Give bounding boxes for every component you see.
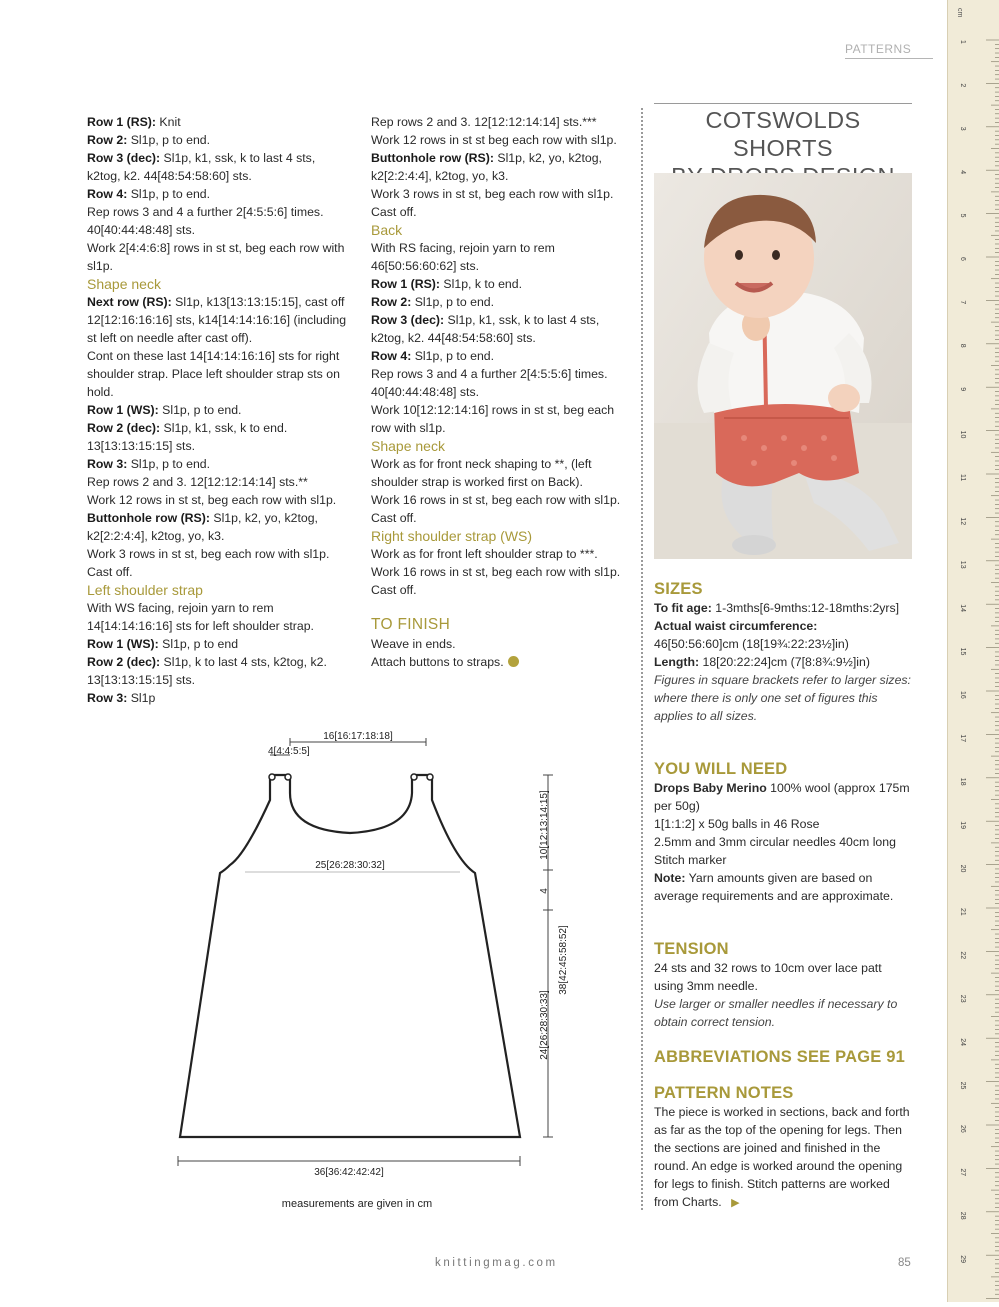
row-text: Knit (156, 115, 181, 129)
ruler-number: 13 (959, 560, 966, 569)
dim-bottom-width: 36[36:42:42:42] (314, 1167, 384, 1178)
tension-heading: TENSION (654, 940, 729, 958)
dim-lower-height: 24[26:28:30:33] (539, 990, 550, 1060)
row-text: Sl1p, p to end (158, 637, 239, 651)
row-label: Row 4: (371, 349, 412, 363)
ruler-number: 26 (959, 1125, 966, 1133)
ruler-number: 8 (959, 343, 966, 348)
row-label: Row 3: (87, 457, 128, 471)
ruler-number: 18 (959, 777, 966, 786)
row-text: Sl1p, k1, ssk, k to last 4 sts, k2tog, k2. 44[48:54:58:60] sts. (371, 313, 600, 345)
sizes-note: Figures in square brackets refer to larger sizes: where there is only one set of figures this applies to all sizes. (654, 673, 911, 723)
pattern-row (87, 689, 352, 707)
pattern-text: Work 12 rows in st st beg each row with sl1p. (371, 133, 617, 147)
row-label: Buttonhole row (RS): (371, 151, 494, 165)
dim-strap-width: 4[4:4:5:5] (268, 746, 310, 757)
length: Length: 18[20:22:24]cm (7[8:8¾:9½]in) (654, 655, 870, 669)
ruler-number: 23 (959, 994, 966, 1003)
pattern-text: Work as for front neck shaping to **, (left shoulder strap is worked first on Back). (371, 457, 592, 489)
pattern-text: Work 16 rows in st st, beg each row with sl1p. (371, 565, 621, 579)
row-label: Row 2 (dec): (87, 655, 161, 669)
section-heading: Right shoulder strap (WS) (371, 528, 533, 544)
row-text: Sl1p, k1, ssk, k to end. 13[13:13:15:15] sts. (87, 421, 288, 453)
ruler-number: 21 (959, 908, 966, 916)
row-text: Sl1p, p to end. (158, 403, 242, 417)
section-heading: Left shoulder strap (87, 582, 203, 598)
button-marker (411, 774, 417, 780)
row-label: Row 4: (87, 187, 128, 201)
ruler-unit: cm (956, 8, 963, 18)
row-text: Sl1p, k13[13:13:15:15], cast off 12[12:16:16:16] sts, k14[14:14:16:16] (including st left on needle after cast off). (87, 295, 347, 345)
need-section (654, 759, 914, 905)
abbreviations-section (654, 1047, 914, 1067)
ruler-number: 19 (959, 821, 966, 829)
need-heading: YOU WILL NEED (654, 760, 788, 778)
row-text: Sl1p, k1, ssk, k to last 4 sts, k2tog, k2. 44[48:54:58:60] sts. (87, 151, 316, 183)
garment-diagram (150, 725, 590, 1225)
pattern-row (371, 293, 633, 311)
ruler-number: 10 (959, 430, 966, 439)
row-text: Sl1p, k2, yo, k2tog, k2[2:2:4:4], k2tog, yo, k3. (371, 151, 602, 183)
row-label: Row 2: (371, 295, 412, 309)
pattern-text: Work 12 rows in st st, beg each row with sl1p. (87, 493, 337, 507)
pattern-text: Rep rows 2 and 3. 12[12:12:14:14] sts.*** (371, 115, 597, 129)
dim-strap-height: 10[12:13:14:15] (539, 790, 550, 860)
waist-label: Actual waist circumference: (654, 619, 818, 633)
section-heading: Back (371, 222, 403, 238)
pattern-row (87, 401, 352, 419)
pattern-text: Rep rows 3 and 4 a further 2[4:5:5:6] times. 40[40:44:48:48] sts. (87, 205, 324, 237)
finish-heading: TO FINISH (371, 616, 451, 633)
row-text: Sl1p, k2, yo, k2tog, k2[2:2:4:4], k2tog, yo, k3. (87, 511, 318, 543)
pattern-text: Rep rows 3 and 4 a further 2[4:5:5:6] times. 40[40:44:48:48] sts. (371, 367, 608, 399)
diagram-caption: measurements are given in cm (281, 1198, 433, 1210)
pattern-row (87, 113, 352, 131)
row-label: Row 1 (WS): (87, 637, 159, 651)
sizes-section (654, 579, 914, 725)
pattern-row (87, 509, 352, 545)
need-note: Note: Yarn amounts given are based on average requirements and are approximate. (654, 871, 894, 903)
column-divider (641, 108, 643, 1210)
dim-total-height: 38[42:45:58:52] (558, 925, 569, 995)
button-marker (269, 774, 275, 780)
notes-heading: PATTERN NOTES (654, 1084, 794, 1102)
ruler-number: 15 (959, 647, 966, 656)
ruler-number: 16 (959, 691, 966, 699)
row-text: Sl1p, p to end. (411, 349, 495, 363)
arrow-right-icon: ▶ (731, 1197, 740, 1209)
baby-illustration (654, 173, 912, 559)
section-heading: Shape neck (87, 276, 161, 292)
measuring-ruler (947, 0, 999, 1302)
row-text: Sl1p, p to end. (127, 457, 211, 471)
pattern-row (87, 149, 352, 185)
ruler-number: 14 (959, 604, 966, 612)
tension-note: Use larger or smaller needles if necessary to obtain correct tension. (654, 997, 898, 1029)
row-text: Sl1p, k to last 4 sts, k2tog, k2. 13[13:13:15:15] sts. (87, 655, 327, 687)
pattern-text: With RS facing, rejoin yarn to rem 46[50:56:60:62] sts. (371, 241, 555, 273)
pattern-row (371, 311, 633, 347)
notes-text: The piece is worked in sections, back and forth as far as the top of the opening for legs. Then the sections are joined and finished in the round. An edge is worked around the opening for legs to finish. Stitch patterns are worked from Charts. ▶ (654, 1105, 910, 1209)
pattern-column-1 (87, 113, 352, 707)
section-label: PATTERNS (845, 42, 933, 59)
row-label: Buttonhole row (RS): (87, 511, 210, 525)
ruler-number: 25 (959, 1081, 966, 1090)
ruler-ticks (948, 0, 999, 1302)
yarn-ball-icon (508, 656, 519, 667)
baby-photo (654, 173, 912, 559)
pattern-row (371, 347, 633, 365)
ruler-number: 20 (959, 864, 966, 873)
ruler-number: 7 (959, 300, 966, 305)
button-marker (427, 774, 433, 780)
col2-body (371, 113, 633, 599)
ruler-number: 24 (959, 1038, 966, 1046)
ruler-number: 29 (959, 1255, 966, 1263)
ruler-number: 6 (959, 257, 966, 261)
row-text: Sl1p, k to end. (440, 277, 523, 291)
row-label: Row 2: (87, 133, 128, 147)
pattern-text: Work 3 rows in st st, beg each row with sl1p. (87, 547, 330, 561)
row-label: Row 2 (dec): (87, 421, 161, 435)
ruler-number: 2 (959, 83, 966, 88)
row-label: Row 3 (dec): (87, 151, 161, 165)
abbreviations-heading: ABBREVIATIONS SEE PAGE 91 (654, 1048, 906, 1066)
button-marker (285, 774, 291, 780)
row-text: Sl1p (127, 691, 156, 705)
ruler-number: 17 (959, 734, 966, 743)
pattern-text: Cont on these last 14[14:14:16:16] sts for right shoulder strap. Place left shoulder strap sts on hold. (87, 349, 340, 399)
ruler-number: 22 (959, 951, 966, 960)
row-text: Sl1p, p to end. (411, 295, 495, 309)
balls: 1[1:1:2] x 50g balls in 46 Rose (654, 817, 820, 831)
needles: 2.5mm and 3mm circular needles 40cm long (654, 835, 896, 849)
pattern-row (87, 131, 352, 149)
waist-value: 46[50:56:60]cm (18[19¾:22:23½]in) (654, 637, 849, 651)
ruler-number: 1 (959, 40, 966, 44)
pattern-row (87, 185, 352, 203)
footer-site: knittingmag.com (435, 1257, 558, 1269)
pattern-text: Cast off. (371, 205, 417, 219)
pattern-text: Rep rows 2 and 3. 12[12:12:14:14] sts.** (87, 475, 308, 489)
row-label: Row 1 (WS): (87, 403, 159, 417)
dim-chest-width: 25[26:28:30:32] (315, 860, 385, 871)
dimension-lines (178, 738, 553, 1166)
row-label: Row 1 (RS): (371, 277, 440, 291)
pattern-text: Work 16 rows in st st, beg each row with sl1p. (371, 493, 621, 507)
ruler-number: 3 (959, 126, 966, 131)
title-line-1: COTSWOLDS SHORTS (705, 107, 861, 161)
pattern-text: Work 3 rows in st st, beg each row with sl1p. (371, 187, 614, 201)
sizes-heading: SIZES (654, 580, 703, 598)
marker: Stitch marker (654, 853, 727, 867)
notes-section (654, 1083, 914, 1212)
finish-line: Attach buttons to straps. (371, 653, 633, 671)
finish-line: Weave in ends. (371, 637, 456, 651)
pattern-row (371, 149, 633, 185)
yarn: Drops Baby Merino 100% wool (approx 175m per 50g) (654, 781, 910, 813)
dim-top-width: 16[16:17:18:18] (323, 731, 393, 742)
ruler-number: 9 (959, 387, 966, 392)
dim-armhole-height: 4 (539, 888, 550, 894)
ruler-number: 12 (959, 517, 966, 526)
row-label: Row 3 (dec): (371, 313, 445, 327)
row-text: Sl1p, p to end. (127, 133, 211, 147)
fit-age: To fit age: 1-3mths[6-9mths:12-18mths:2yrs] (654, 601, 900, 615)
tension-text: 24 sts and 32 rows to 10cm over lace patt using 3mm needle. (654, 961, 882, 993)
pattern-text: Cast off. (87, 565, 133, 579)
ruler-number: 28 (959, 1211, 966, 1220)
ruler-number: 11 (959, 474, 966, 482)
ruler-number: 4 (959, 170, 966, 175)
pattern-row (87, 635, 352, 653)
pattern-row (87, 455, 352, 473)
ruler-number: 5 (959, 213, 966, 218)
pattern-text: Work 2[4:4:6:8] rows in st st, beg each row with sl1p. (87, 241, 345, 273)
pattern-text: Cast off. (371, 583, 417, 597)
pattern-row (371, 275, 633, 293)
pattern-row (87, 653, 352, 689)
pattern-text: With WS facing, rejoin yarn to rem 14[14:14:16:16] sts for left shoulder strap. (87, 601, 314, 633)
pattern-column-2 (371, 113, 633, 671)
page-number: 85 (898, 1257, 911, 1269)
ruler-number: 27 (959, 1168, 966, 1177)
row-text: Sl1p, p to end. (127, 187, 211, 201)
pattern-text: Work 10[12:12:14:16] rows in st st, beg each row with sl1p. (371, 403, 615, 435)
pattern-row (87, 419, 352, 455)
pattern-text: Cast off. (371, 511, 417, 525)
row-label: Row 1 (RS): (87, 115, 156, 129)
tension-section (654, 939, 914, 1031)
row-label: Row 3: (87, 691, 128, 705)
section-heading: Shape neck (371, 438, 445, 454)
garment-outline (180, 775, 520, 1137)
pattern-text: Work as for front left shoulder strap to ***. (371, 547, 598, 561)
row-label: Next row (RS): (87, 295, 172, 309)
pattern-row (87, 293, 352, 347)
